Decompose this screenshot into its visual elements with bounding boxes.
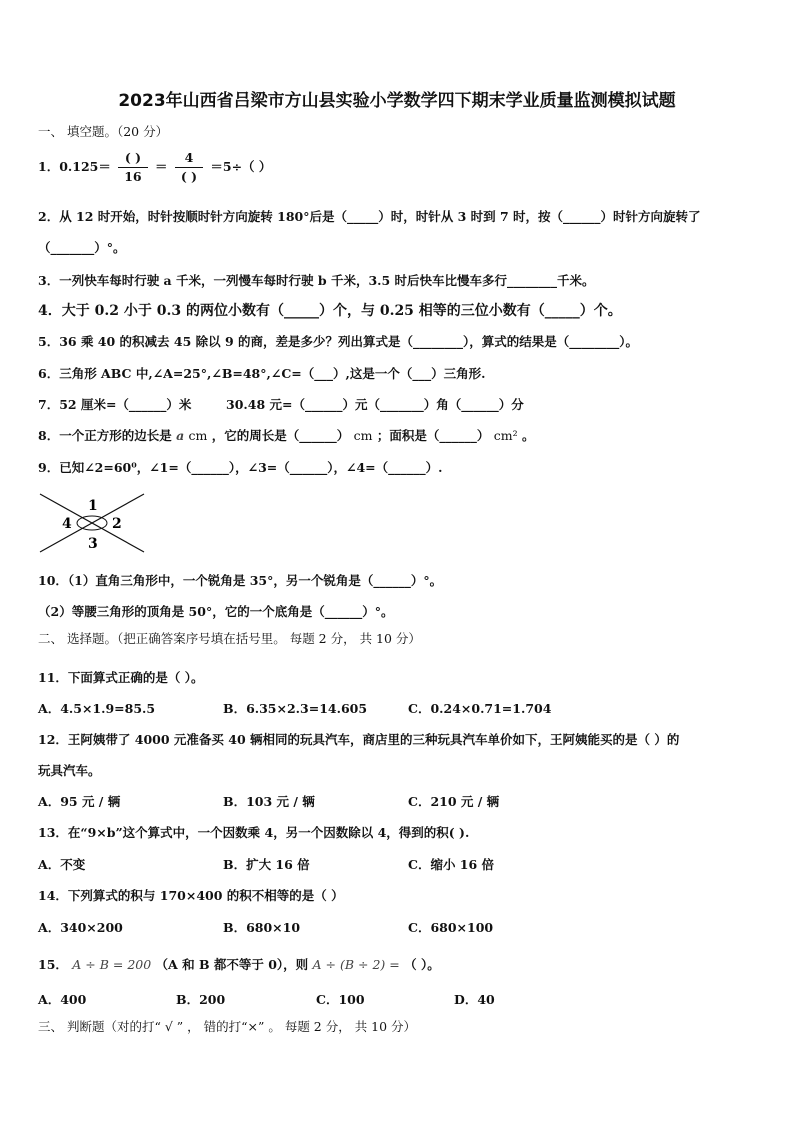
q15-end: （ ）。 <box>404 957 440 972</box>
q15-condition: （A 和 B 都不等于 0），则 <box>155 957 309 972</box>
question-6: 6．三角形 ABC 中,∠A=25°,∠B=48°,∠C=（___）,这是一个（___）三角形. <box>38 366 486 381</box>
question-12-line-2: 玩具汽车。 <box>38 763 101 778</box>
angle-label-3: 3 <box>88 536 98 552</box>
question-3: 3．一列快车每时行驶 a 千米，一列慢车每时行驶 b 千米，3.5 时后快车比慢车多行________千米。 <box>38 273 595 288</box>
section-multiple-choice-header: 二、 选择题。（把正确答案序号填在括号里。 每题 2 分， 共 10 分） <box>38 631 421 646</box>
q8-variable: a <box>176 428 185 443</box>
q1-fraction-2 <box>175 150 203 185</box>
q1-fraction-1-denominator: 16 <box>124 169 142 184</box>
q12-option-b: B．103 元 / 辆 <box>223 794 315 809</box>
q8-unit-2: cm <box>353 428 373 443</box>
q11-option-b: B．6.35×2.3=14.605 <box>223 701 368 716</box>
question-2-line-2: （_______）°。 <box>38 240 126 255</box>
question-11-options <box>38 699 551 717</box>
question-10-part-1: 10．（1）直角三角形中，一个锐角是 35°，另一个锐角是（______）°。 <box>38 573 443 588</box>
q1-prefix: 1．0.125＝ <box>38 159 111 174</box>
question-12-line-1: 12．王阿姨带了 4000 元准备买 40 辆相同的玩具汽车，商店里的三种玩具汽车单价如下，王阿姨能买的是（ ）的 <box>38 732 680 747</box>
question-2-line-1: 2．从 12 时开始，时针按顺时针方向旋转 180°后是（_____）时，时针从 3 时到 7 时，按（______）时针方向旋转了 <box>38 209 701 224</box>
question-11: 11．下面算式正确的是（ ）。 <box>38 670 204 685</box>
q15-option-d: D．40 <box>454 992 495 1007</box>
question-4: 4．大于 0.2 小于 0.3 的两位小数有（_____）个，与 0.25 相等的三位小数有（_____）个。 <box>38 303 622 319</box>
q15-option-b: B．200 <box>176 992 226 1007</box>
angle-figure <box>38 490 148 554</box>
angle-label-1: 1 <box>88 498 98 514</box>
question-15 <box>38 955 440 973</box>
q11-option-a: A．4.5×1.9=85.5 <box>38 701 156 716</box>
question-14-options <box>38 918 493 936</box>
question-7-part-a: 7．52 厘米=（______）米 <box>38 397 192 412</box>
q8-unit-3: cm² <box>493 428 518 443</box>
q15-option-a: A．400 <box>38 992 87 1007</box>
question-15-options <box>38 990 495 1008</box>
question-7-part-b: 30.48 元=（______）元（_______）角（______）分 <box>226 397 524 412</box>
q1-suffix: ＝5÷（ ） <box>210 159 272 174</box>
question-5: 5．36 乘 40 的积减去 45 除以 9 的商，差是多少？列出算式是（________），算式的结果是（________）。 <box>38 334 639 349</box>
q15-number: 15． <box>38 957 68 972</box>
q1-fraction-2-numerator: 4 <box>175 150 203 168</box>
q8-end: 。 <box>521 428 535 443</box>
q8-middle: ，它的周长是（______） <box>211 428 350 443</box>
q14-option-a: A．340×200 <box>38 920 123 935</box>
q12-option-c: C．210 元 / 辆 <box>408 794 500 809</box>
q1-fraction-1-numerator: ( ) <box>118 150 147 168</box>
q13-option-b: B．扩大 16 倍 <box>223 857 310 872</box>
question-14: 14．下列算式的积与 170×400 的积不相等的是（ ） <box>38 888 344 903</box>
section-fill-in-header: 一、 填空题。（20 分） <box>38 124 169 139</box>
angle-label-2: 2 <box>112 516 122 532</box>
q1-equals: ＝ <box>154 159 168 174</box>
q13-option-c: C．缩小 16 倍 <box>408 857 495 872</box>
q1-fraction-1 <box>118 150 147 185</box>
question-12-options <box>38 792 499 810</box>
page-title: 2023年山西省吕梁市方山县实验小学数学四下期末学业质量监测模拟试题 <box>118 91 676 111</box>
q14-option-c: C．680×100 <box>408 920 494 935</box>
section-true-false-header: 三、 判断题（对的打“ √ ” ， 错的打“×” 。 每题 2 分， 共 10 分） <box>38 1019 417 1034</box>
question-10-part-2: （2）等腰三角形的顶角是 50°，它的一个底角是（______）°。 <box>38 604 394 619</box>
q15-expression-2: A ÷ (B ÷ 2) = <box>312 957 400 972</box>
angle-label-4: 4 <box>62 516 72 532</box>
question-9: 9．已知∠2=60⁰，∠1=（______），∠3=（______），∠4=（______）. <box>38 460 443 475</box>
q14-option-b: B．680×10 <box>223 920 301 935</box>
q11-option-c: C．0.24×0.71=1.704 <box>408 701 552 716</box>
q13-option-a: A．不变 <box>38 857 86 872</box>
q12-option-a: A．95 元 / 辆 <box>38 794 121 809</box>
q8-prefix: 8．一个正方形的边长是 <box>38 428 172 443</box>
q1-fraction-2-denominator: ( ) <box>180 169 198 184</box>
question-1 <box>38 150 271 185</box>
question-8 <box>38 426 534 444</box>
q15-option-c: C．100 <box>316 992 365 1007</box>
q8-unit-1: cm <box>188 428 208 443</box>
q15-expression-1: A ÷ B = 200 <box>72 957 152 972</box>
question-13: 13．在“9×b”这个算式中，一个因数乘 4，另一个因数除以 4，得到的积( ). <box>38 825 470 840</box>
question-13-options <box>38 855 494 873</box>
q8-middle-2: ；面积是（______） <box>376 428 490 443</box>
